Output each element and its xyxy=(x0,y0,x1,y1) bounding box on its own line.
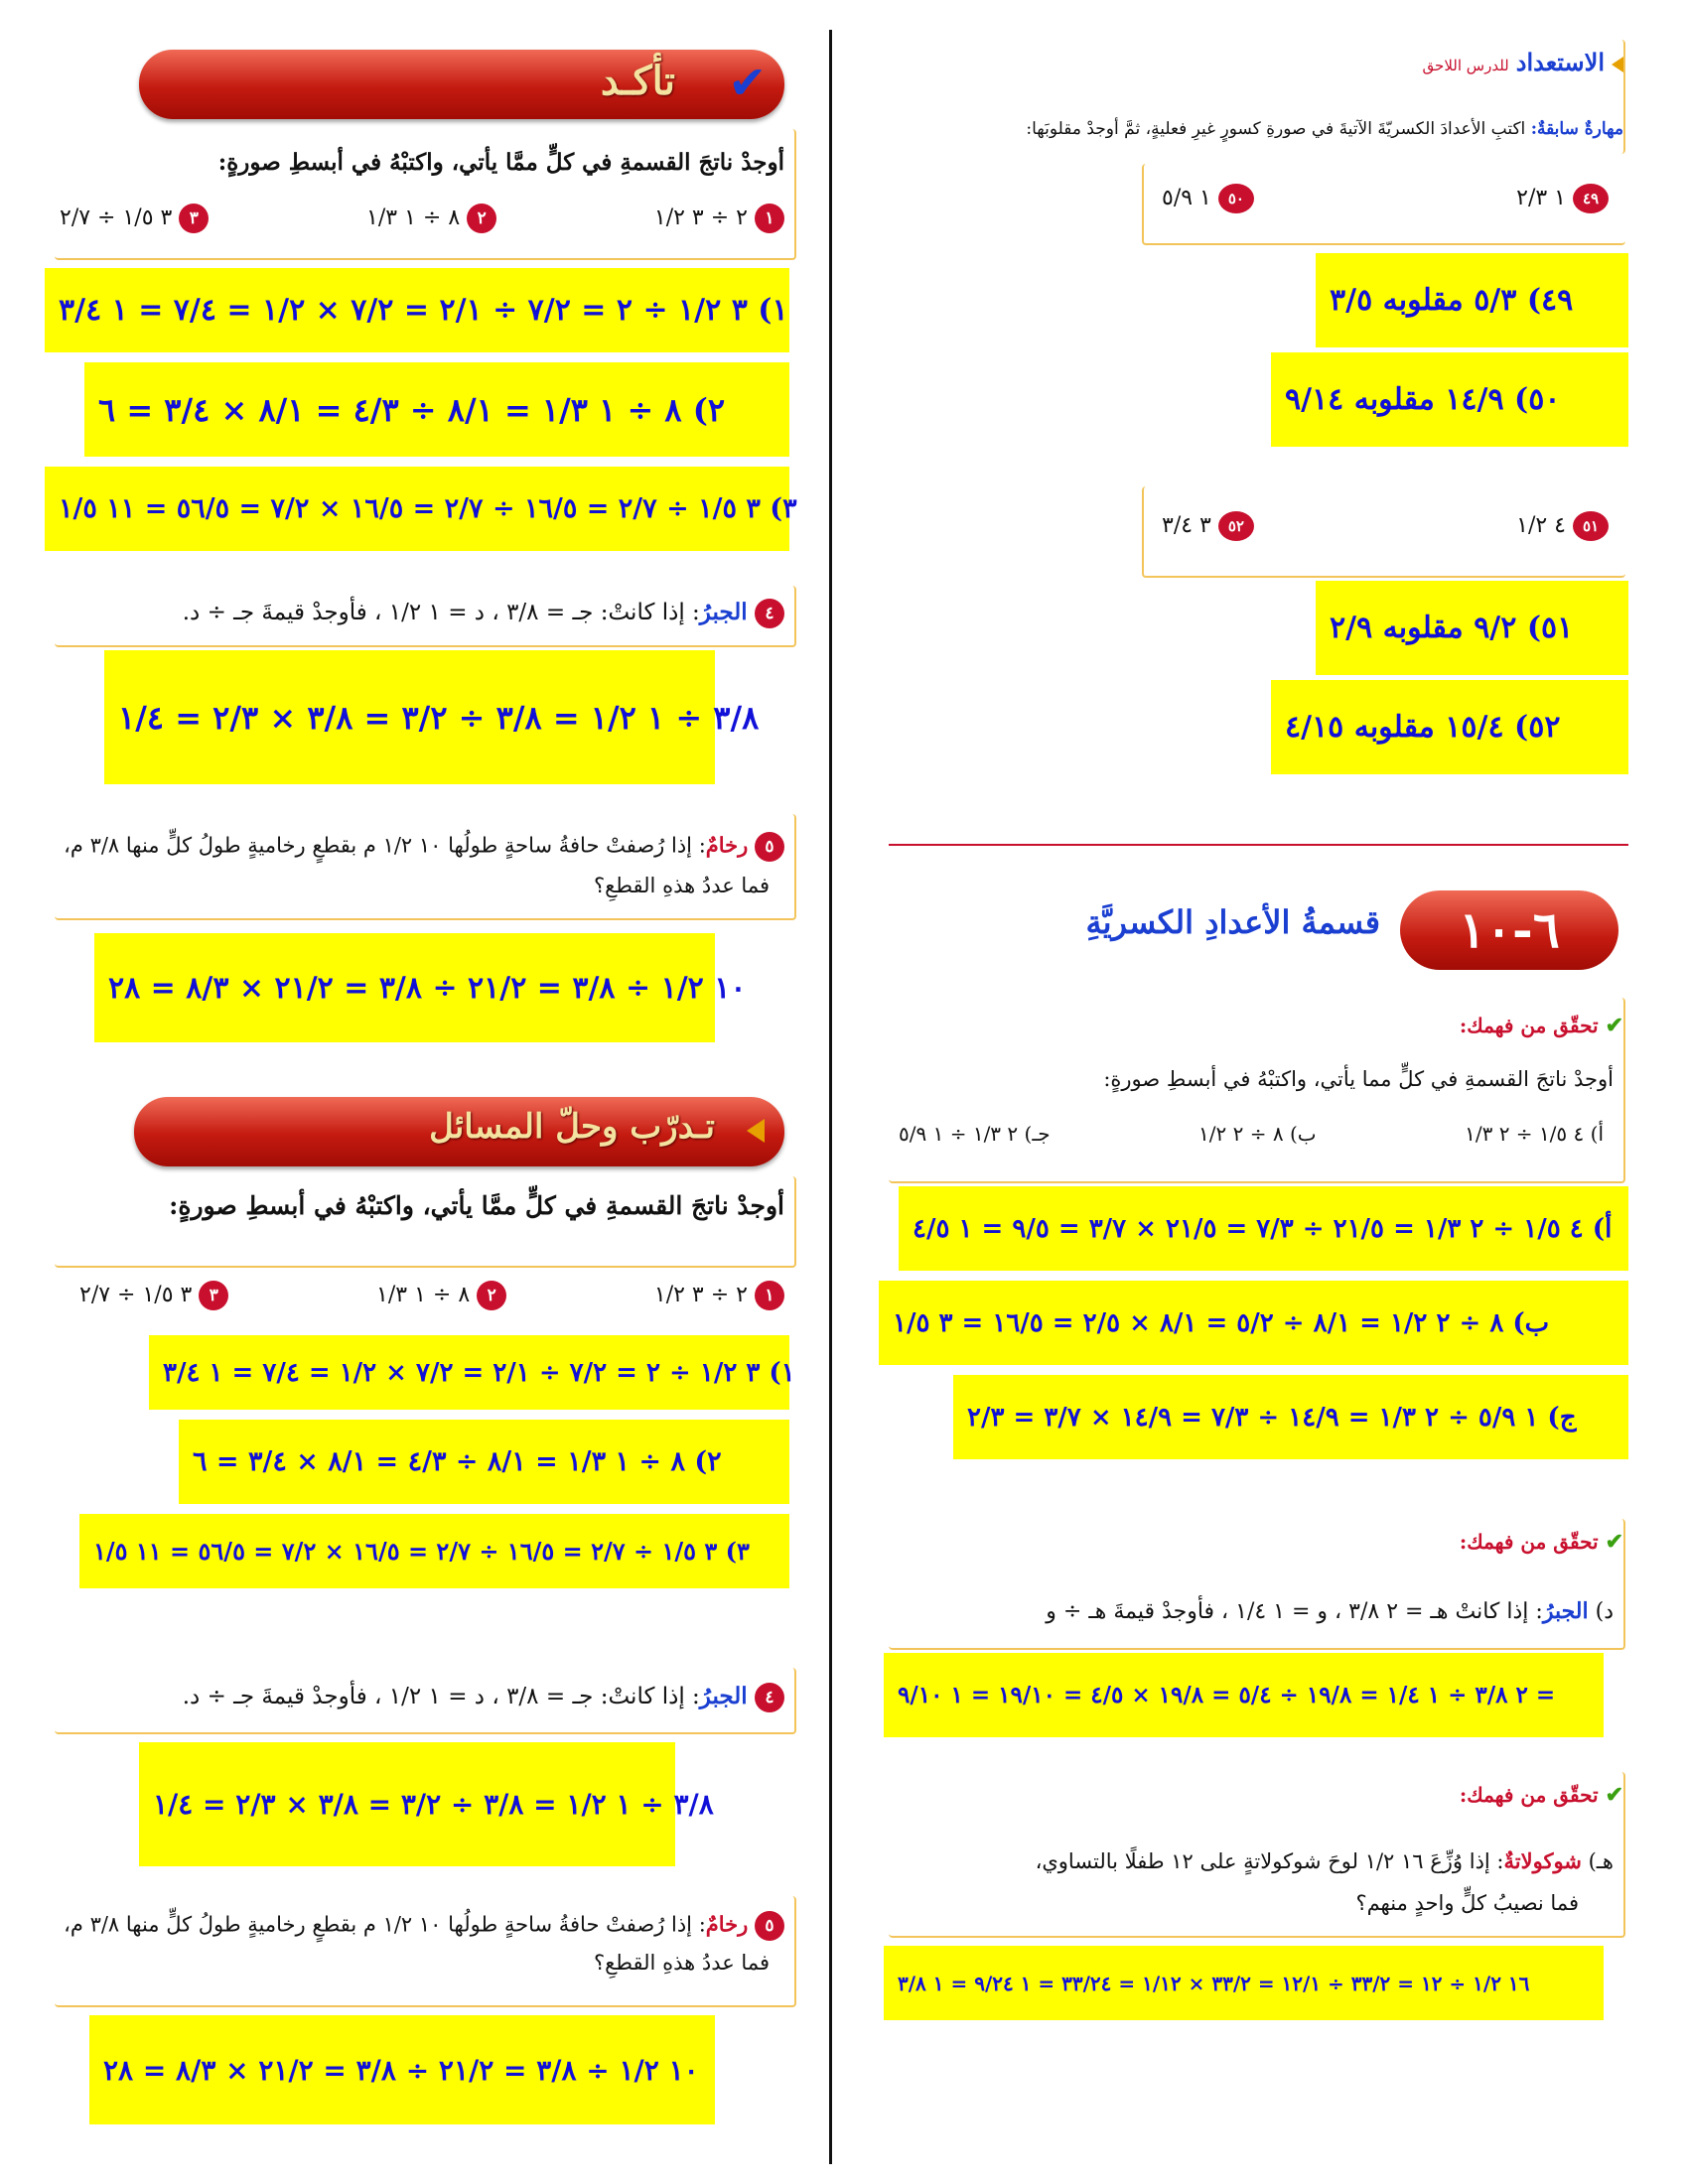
exercise-number-2: ٢ xyxy=(467,204,496,233)
exercise-number-4: ٤ xyxy=(755,599,784,628)
check-e-label: هـ) xyxy=(1588,1849,1614,1873)
answer-1: ١) ٣ ١/٢ ÷ ٢ = ٧/٢ ÷ ٢/١ = ٧/٢ × ١/٢ = ٧/٤ = ١ ٣/٤ xyxy=(45,268,789,352)
practice-exercise-row xyxy=(79,1281,784,1310)
practice-banner xyxy=(134,1097,784,1166)
marble-question xyxy=(64,832,784,862)
triangle-icon xyxy=(747,1119,765,1143)
lesson-title: قسمةُ الأعدادِ الكسريَّةِ xyxy=(1085,903,1380,941)
practice-answer-1: ١) ٣ ١/٢ ÷ ٢ = ٧/٢ ÷ ٢/١ = ٧/٢ × ١/٢ = ٧/٤ = ١ ٣/٤ xyxy=(149,1335,789,1410)
practice-answer-2: ٢) ٨ ÷ ١ ١/٣ = ٨/١ ÷ ٤/٣ = ٨/١ × ٣/٤ = ٦ xyxy=(179,1420,789,1504)
practice-algebra-label: الجبرُ xyxy=(699,1683,748,1709)
exercise-3: ٣ ١/٥ ÷ ٢/٧ xyxy=(60,205,173,230)
check-d-label: د) xyxy=(1595,1599,1614,1624)
exercise-number-5: ٥ xyxy=(755,832,784,862)
exercise-52: ٣ ٣/٤ xyxy=(1162,513,1211,538)
practice-number-5: ٥ xyxy=(755,1911,784,1941)
answer-c: ج) ١ ٥/٩ ÷ ٢ ١/٣ = ١٤/٩ ÷ ٧/٣ = ١٤/٩ × ٣/٧ = ٢/٣ xyxy=(953,1375,1628,1459)
practice-number-4: ٤ xyxy=(755,1683,784,1712)
prep-exercise-row-2 xyxy=(1162,511,1609,541)
algebra-text: : إذا كانتْ: جـ = ٣/٨ ، د = ١ ١/٢ ، فأوجدْ قيمةَ جـ ÷ د. xyxy=(182,600,700,625)
answer-3: ٣) ٣ ١/٥ ÷ ٢/٧ = ١٦/٥ ÷ ٢/٧ = ١٦/٥ × ٧/٢ = ٥٦/٥ = ١١ ١/٥ xyxy=(45,467,789,551)
check3-question xyxy=(1036,1848,1614,1873)
check-exercise-a: أ) ٤ ١/٥ ÷ ٢ ١/٣ xyxy=(1465,1122,1604,1146)
check-exercise-c: جـ) ٢ ١/٣ ÷ ١ ٥/٩ xyxy=(899,1122,1051,1146)
practice-number-1: ١ xyxy=(755,1281,784,1310)
prior-skill xyxy=(1026,119,1623,139)
check1-heading xyxy=(1460,1013,1623,1038)
prior-skill-text: اكتبِ الأعدادَ الكسريّةَ الآتيةَ في صورةِ كسورٍ غيرِ فعليةٍ، ثمَّ أوجدْ مقلوبَها: xyxy=(1026,119,1526,139)
practice-exercise-3: ٣ ١/٥ ÷ ٢/٧ xyxy=(79,1283,193,1307)
answer-b: ب) ٨ ÷ ٢ ١/٢ = ٨/١ ÷ ٥/٢ = ٨/١ × ٢/٥ = ١٦/٥ = ٣ ١/٥ xyxy=(879,1281,1628,1365)
exercise-1: ٢ ÷ ٣ ١/٢ xyxy=(653,205,748,230)
check3-heading xyxy=(1460,1782,1623,1808)
exercise-number-50: ٥٠ xyxy=(1218,184,1254,213)
check-icon: ✔ xyxy=(728,56,767,109)
marble-question-2: فما عددُ هذهِ القطعِ؟ xyxy=(593,874,770,897)
prep-exercise-row xyxy=(1162,184,1609,213)
practice-answer-3: ٣) ٣ ١/٥ ÷ ٢/٧ = ١٦/٥ ÷ ٢/٧ = ١٦/٥ × ٧/٢ = ٥٦/٥ = ١١ ١/٥ xyxy=(79,1514,789,1588)
practice-marble-text: : إذا رُصفتْ حافةُ ساحةٍ طولُها ١٠ ١/٢ م بقطعٍ رخاميةٍ طولُ كلٍّ منها ٣/٨ م، xyxy=(64,1912,706,1937)
check1-intro: أوجدْ ناتجَ القسمةِ في كلٍّ مما يأتي، واكتبْهُ في أبسطِ صورةٍ: xyxy=(1103,1067,1614,1091)
prep-triangle-icon xyxy=(1612,57,1623,72)
exercise-49: ١ ٢/٣ xyxy=(1516,186,1566,210)
lesson-header xyxy=(889,844,1628,1000)
practice-frame xyxy=(55,1176,796,1268)
exercise-row xyxy=(60,204,784,233)
practice-intro: أوجدْ ناتجَ القسمةِ في كلٍّ ممَّا يأتي، واكتبْهُ في أبسطِ صورةٍ: xyxy=(169,1191,784,1220)
check3-question-2: فما نصيبُ كلٍّ واحدٍ منهم؟ xyxy=(1355,1891,1579,1915)
answer-49: ٤٩) ٥/٣ مقلوبه ٣/٥ xyxy=(1316,253,1628,347)
practice-algebra-text: : إذا كانتْ: جـ = ٣/٨ ، د = ١ ١/٢ ، فأوجدْ قيمةَ جـ ÷ د. xyxy=(182,1684,700,1709)
answer-a: أ) ٤ ١/٥ ÷ ٢ ١/٣ = ٢١/٥ ÷ ٧/٣ = ٢١/٥ × ٣/٧ = ٩/٥ = ١ ٤/٥ xyxy=(899,1186,1628,1271)
exercise-number-51: ٥١ xyxy=(1573,511,1609,541)
practice-exercise-2: ٨ ÷ ١ ١/٣ xyxy=(376,1283,471,1307)
answer-52: ٥٢) ١٥/٤ مقلوبه ٤/١٥ xyxy=(1271,680,1628,774)
check-d-algebra: الجبرُ xyxy=(1542,1598,1589,1624)
prep-heading xyxy=(1423,48,1623,76)
check1-label: تحقّق من فهمك: xyxy=(1459,1014,1599,1037)
check3-label: تحقّق من فهمك: xyxy=(1459,1783,1599,1807)
answer-4: ٣/٨ ÷ ١ ١/٢ = ٣/٨ ÷ ٣/٢ = ٣/٨ × ٢/٣ = ١/٤ xyxy=(104,650,715,784)
check-d-text: : إذا كانتْ هـ = ٢ ٣/٨ ، و = ١ ١/٤ ، فأوجدْ قيمةَ هـ ÷ و xyxy=(1046,1599,1543,1624)
exercise-number-52: ٥٢ xyxy=(1218,511,1254,541)
exercise-number-49: ٤٩ xyxy=(1573,184,1609,213)
confirm-title: تأكـد xyxy=(600,58,675,104)
exercise-number-1: ١ xyxy=(755,204,784,233)
practice-marble-question xyxy=(64,1911,784,1941)
practice-answer-4: ٣/٨ ÷ ١ ١/٢ = ٣/٨ ÷ ٣/٢ = ٣/٨ × ٢/٣ = ١/٤ xyxy=(139,1742,675,1866)
answer-5: ١٠ ١/٢ ÷ ٣/٨ = ٢١/٢ ÷ ٣/٨ = ٢١/٢ × ٨/٣ = ٢٨ xyxy=(94,933,715,1042)
marble-text: : إذا رُصفتْ حافةُ ساحةٍ طولُها ١٠ ١/٢ م بقطعٍ رخاميةٍ طولُ كلٍّ منها ٣/٨ م، xyxy=(64,833,706,858)
practice-number-2: ٢ xyxy=(477,1281,506,1310)
practice-marble-question-2: فما عددُ هذهِ القطعِ؟ xyxy=(593,1951,770,1975)
intro-text: أوجدْ ناتجَ القسمةِ في كلٍّ ممَّا يأتي، واكتبْهُ في أبسطِ صورةٍ: xyxy=(217,149,784,176)
marble-label: رخامٌ xyxy=(705,832,749,858)
check2-question xyxy=(1046,1598,1614,1624)
exercise-50: ١ ٥/٩ xyxy=(1162,186,1211,210)
check-e-chocolate: شوكولاتةٌ xyxy=(1503,1848,1582,1873)
check-e-text: : إذا وُزِّعَ ١٦ ١/٢ لوحَ شوكولاتةٍ على ١٢ طفلًا بالتساوي، xyxy=(1035,1849,1504,1873)
marble-frame xyxy=(55,814,796,920)
practice-exercise-1: ٢ ÷ ٣ ١/٢ xyxy=(653,1283,748,1307)
check1-exercise-row xyxy=(899,1122,1604,1146)
answer-50: ٥٠) ١٤/٩ مقلوبه ٩/١٤ xyxy=(1271,352,1628,447)
practice-number-3: ٣ xyxy=(199,1281,228,1310)
algebra-question xyxy=(183,599,784,628)
column-divider xyxy=(829,30,832,2164)
practice-marble-label: رخامٌ xyxy=(705,1911,749,1937)
check1-icon: ✔ xyxy=(1605,1013,1623,1038)
exercise-51: ٤ ١/٢ xyxy=(1516,513,1566,538)
prep-title: الاستعداد xyxy=(1515,48,1605,76)
check3-icon: ✔ xyxy=(1605,1782,1623,1808)
lesson-number-badge xyxy=(1400,890,1618,970)
answer-e: ١٦ ١/٢ ÷ ١٢ = ٣٣/٢ ÷ ١٢/١ = ٣٣/٢ × ١/١٢ = ٣٣/٢٤ = ١ ٩/٢٤ = ١ ٣/٨ xyxy=(884,1946,1604,2020)
check2-icon: ✔ xyxy=(1605,1529,1623,1555)
lesson-number: ٦-١٠ xyxy=(1459,900,1560,959)
practice-algebra-question xyxy=(183,1683,784,1712)
check2-label: تحقّق من فهمك: xyxy=(1459,1530,1599,1554)
check-exercise-b: ب) ٨ ÷ ٢ ١/٢ xyxy=(1198,1122,1317,1146)
algebra-label: الجبرُ xyxy=(699,599,748,625)
exercise-number-3: ٣ xyxy=(179,204,209,233)
check2-heading xyxy=(1460,1529,1623,1555)
prep-subtitle: للدرس اللاحق xyxy=(1422,57,1509,74)
practice-answer-5: ١٠ ١/٢ ÷ ٣/٨ = ٢١/٢ ÷ ٣/٨ = ٢١/٢ × ٨/٣ = ٢٨ xyxy=(89,2015,715,2124)
answer-51: ٥١) ٩/٢ مقلوبه ٢/٩ xyxy=(1316,581,1628,675)
answer-2: ٢) ٨ ÷ ١ ١/٣ = ٨/١ ÷ ٤/٣ = ٨/١ × ٣/٤ = ٦ xyxy=(84,362,789,457)
prior-skill-label: مهارةٌ سابقةٌ: xyxy=(1530,119,1623,139)
exercise-2: ٨ ÷ ١ ١/٣ xyxy=(366,205,461,230)
confirm-banner xyxy=(139,50,784,119)
answer-d: = ٢ ٣/٨ ÷ ١ ١/٤ = ١٩/٨ ÷ ٥/٤ = ١٩/٨ × ٤/٥ = ١٩/١٠ = ١ ٩/١٠ xyxy=(884,1653,1604,1737)
practice-title: تـدرّب وحلّ المسائل xyxy=(429,1107,715,1147)
